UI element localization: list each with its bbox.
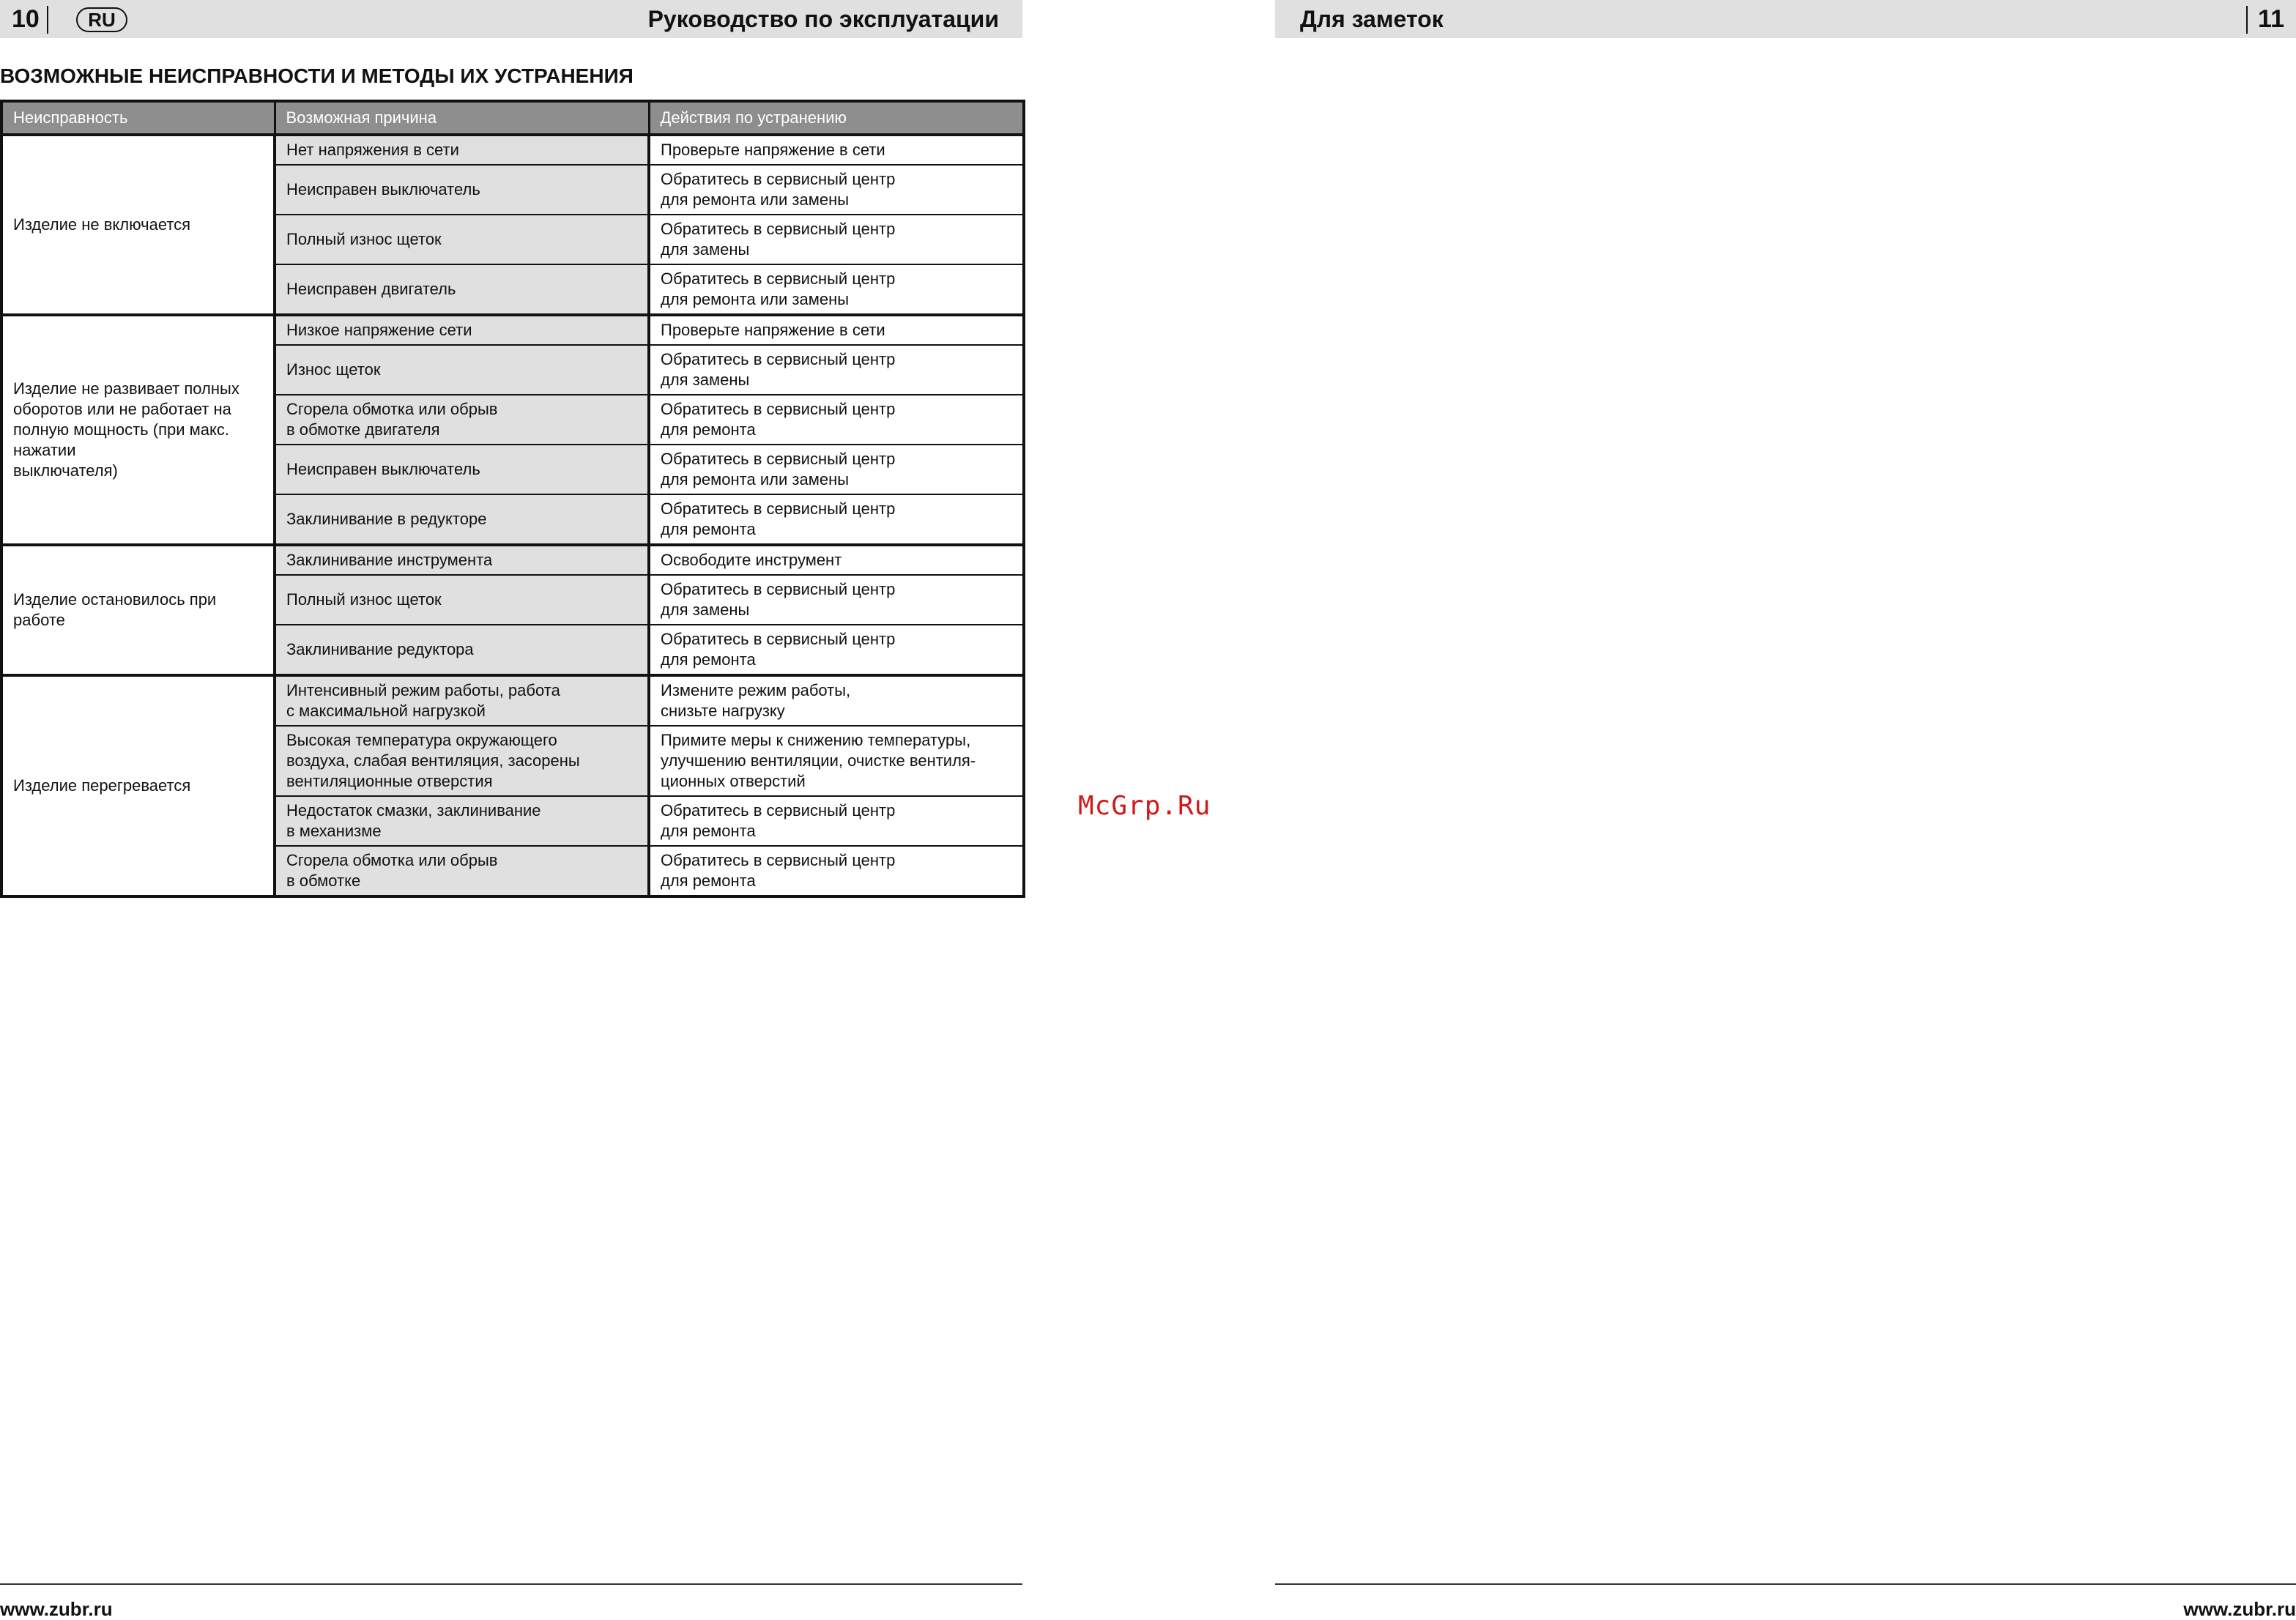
column-header-fault: Неисправность [1,101,275,135]
action-cell: Измените режим работы, снизьте нагрузку [649,675,1024,726]
fault-cell: Изделие перегревается [1,675,275,896]
column-header-action: Действия по устранению [649,101,1024,135]
manual-title: Руководство по эксплуатации [647,6,999,32]
action-cell: Обратитесь в сервисный центр для ремонта [649,625,1024,675]
table-row [1,675,1024,726]
action-cell: Обратитесь в сервисный центр для ремонта [649,494,1024,545]
cause-cell: Сгорела обмотка или обрыв в обмотке [275,846,649,896]
header-divider [47,6,48,34]
language-badge: RU [76,7,127,32]
cause-cell: Недостаток смазки, заклинивание в механизме [275,796,649,846]
table-row [1,315,1024,345]
cause-cell: Нет напряжения в сети [275,135,649,165]
footer-url: www.zubr.ru [2183,1598,2296,1620]
table-row [1,545,1024,575]
cause-cell: Неисправен двигатель [275,264,649,315]
action-cell: Обратитесь в сервисный центр для замены [649,345,1024,395]
table-row [1,135,1024,165]
action-cell: Освободите инструмент [649,545,1024,575]
action-cell: Примите меры к снижению температуры, улучшению вентиляции, очистке вентиля- ционных отверстий [649,726,1024,796]
action-cell: Обратитесь в сервисный центр для ремонта или замены [649,264,1024,315]
cause-cell: Полный износ щеток [275,215,649,264]
cause-cell: Заклинивание инструмента [275,545,649,575]
section-title: ВОЗМОЖНЫЕ НЕИСПРАВНОСТИ И МЕТОДЫ ИХ УСТРАНЕНИЯ [0,64,634,87]
action-cell: Обратитесь в сервисный центр для ремонта или замены [649,445,1024,494]
action-cell: Обратитесь в сервисный центр для ремонта или замены [649,165,1024,215]
cause-cell: Интенсивный режим работы, работа с максимальной нагрузкой [275,675,649,726]
fault-cell: Изделие остановилось при работе [1,545,275,675]
footer-divider [1275,1583,2296,1585]
header-divider [2246,6,2248,34]
cause-cell: Заклинивание редуктора [275,625,649,675]
table-body [1,135,1024,896]
action-cell: Обратитесь в сервисный центр для замены [649,215,1024,264]
cause-cell: Износ щеток [275,345,649,395]
footer-divider [0,1583,1022,1585]
page-number: 11 [2258,5,2284,33]
table-header-row [1,101,1024,135]
watermark: McGrp.Ru [1078,791,1211,821]
cause-cell: Низкое напряжение сети [275,315,649,345]
notes-title: Для заметок [1300,6,1444,32]
action-cell: Обратитесь в сервисный центр для ремонта [649,796,1024,846]
footer-url: www.zubr.ru [0,1598,113,1620]
cause-cell: Высокая температура окружающего воздуха, слабая вентиляция, засорены вентиляционные отверстия [275,726,649,796]
right-page [1275,0,2296,1618]
troubleshooting-table [0,100,1025,898]
cause-cell: Полный износ щеток [275,575,649,625]
action-cell: Обратитесь в сервисный центр для ремонта [649,846,1024,896]
left-page [0,0,1022,1618]
column-header-cause: Возможная причина [275,101,649,135]
action-cell: Обратитесь в сервисный центр для ремонта [649,395,1024,445]
fault-cell: Изделие не развивает полных оборотов или не работает на полную мощность (при макс. нажатии выключателя) [1,315,275,545]
cause-cell: Неисправен выключатель [275,445,649,494]
cause-cell: Заклинивание в редукторе [275,494,649,545]
cause-cell: Сгорела обмотка или обрыв в обмотке двигателя [275,395,649,445]
action-cell: Проверьте напряжение в сети [649,315,1024,345]
page-header [1275,0,2296,38]
cause-cell: Неисправен выключатель [275,165,649,215]
page-header [0,0,1022,38]
action-cell: Проверьте напряжение в сети [649,135,1024,165]
fault-cell: Изделие не включается [1,135,275,315]
action-cell: Обратитесь в сервисный центр для замены [649,575,1024,625]
page-number: 10 [12,5,40,33]
